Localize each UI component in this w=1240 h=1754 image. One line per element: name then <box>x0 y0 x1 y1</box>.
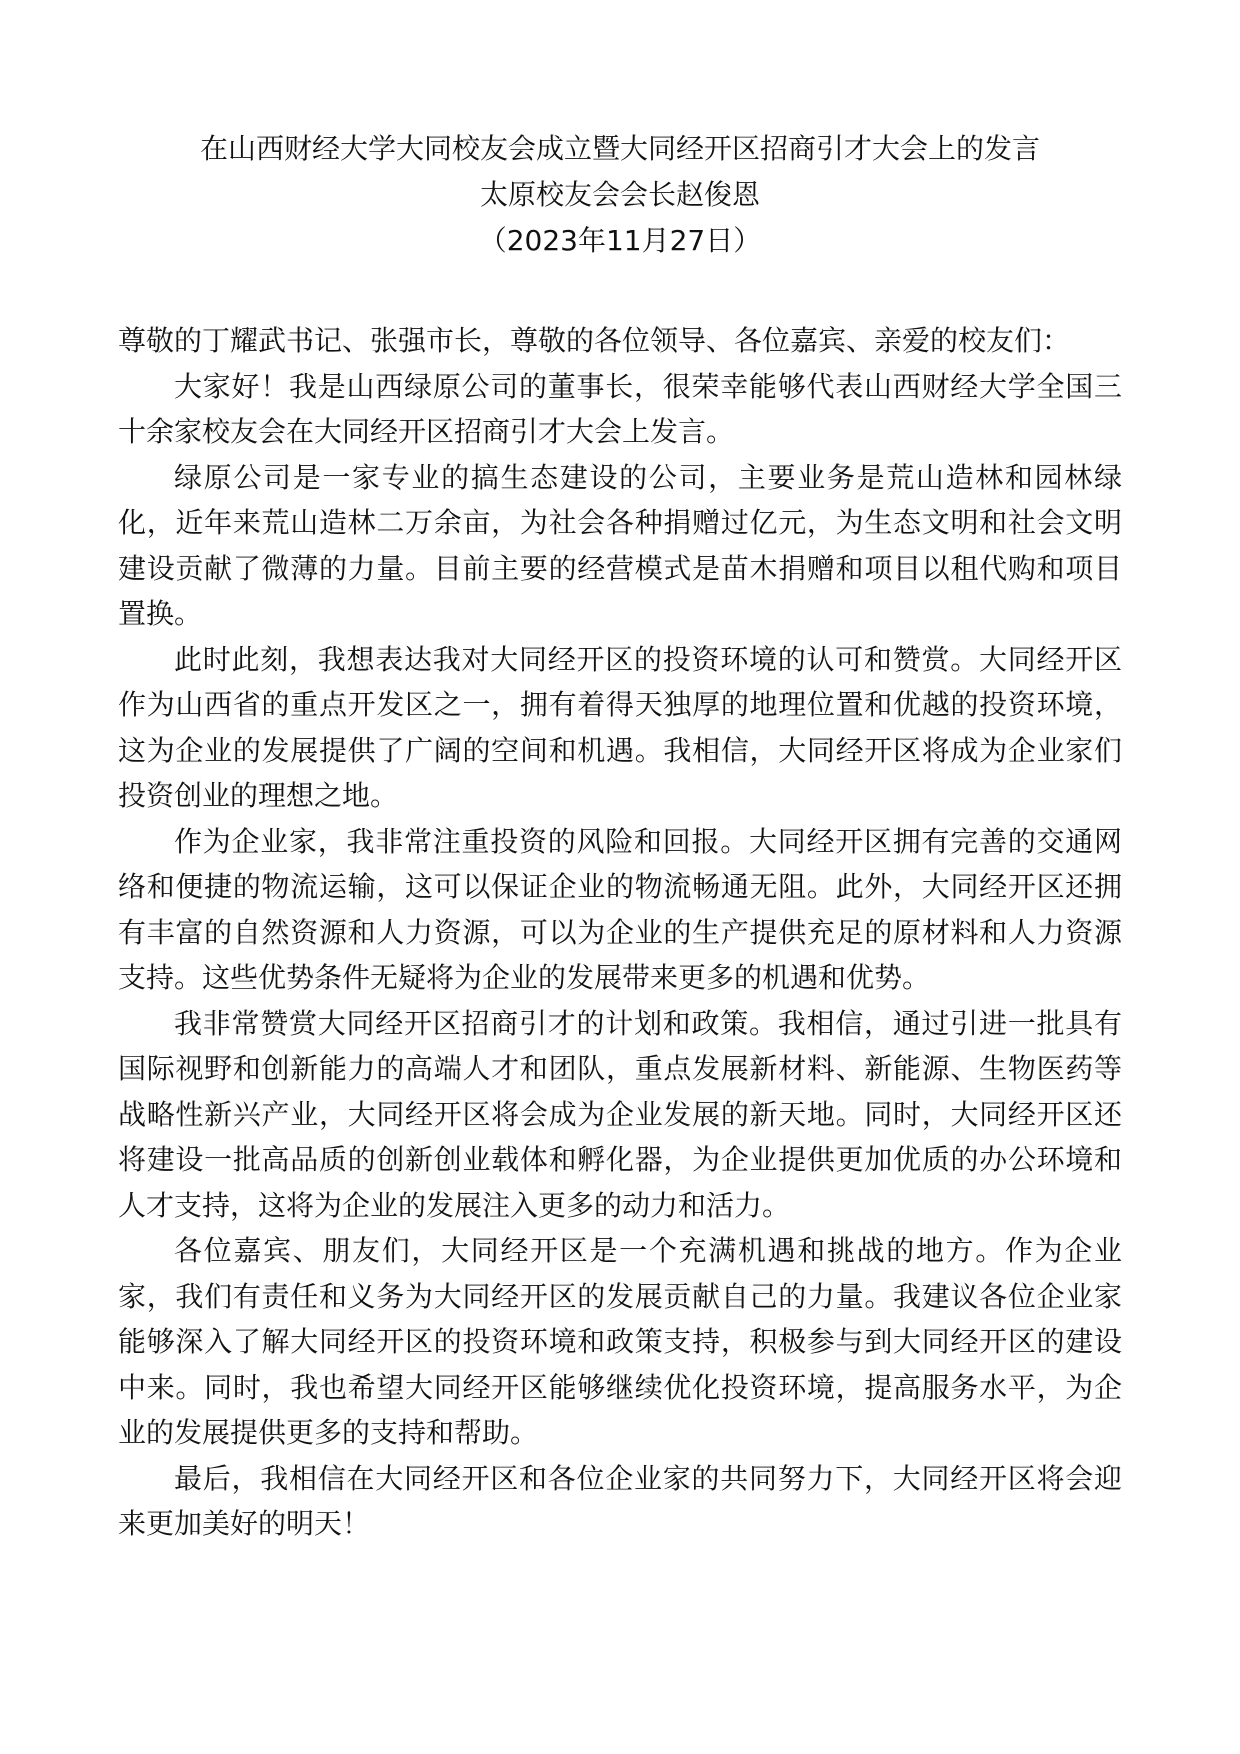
salutation: 尊敬的丁耀武书记、张强市长，尊敬的各位领导、各位嘉宾、亲爱的校友们： <box>118 324 1071 357</box>
paragraph-investment-environment: 此时此刻，我想表达我对大同经开区的投资环境的认可和赞赏。大同经开区作为山西省的重点开发区之一，拥有着得天独厚的地理位置和优越的投资环境，这为企业的发展提供了广阔的空间和机遇。我相信，大同经开区将成为企业家们投资创业的理想之地。 <box>118 642 1122 812</box>
document-header <box>0 126 1240 264</box>
paragraph-company-intro: 绿原公司是一家专业的搞生态建设的公司，主要业务是荒山造林和园林绿化，近年来荒山造林二万余亩，为社会各种捐赠过亿元，为生态文明和社会文明建设贡献了微薄的力量。目前主要的经营模式是苗木捐赠和项目以租代购和项目置换。 <box>118 460 1122 630</box>
paragraph-closing: 最后，我相信在大同经开区和各位企业家的共同努力下，大同经开区将会迎来更加美好的明天！ <box>118 1461 1122 1540</box>
speech-body <box>118 318 1122 1547</box>
paragraph-risk-return: 作为企业家，我非常注重投资的风险和回报。大同经开区拥有完善的交通网络和便捷的物流运输，这可以保证企业的物流畅通无阻。此外，大同经开区还拥有丰富的自然资源和人力资源，可以为企业的生产提供充足的原材料和人力资源支持。这些优势条件无疑将为企业的发展带来更多的机遇和优势。 <box>118 824 1122 994</box>
paragraph-talent-policy: 我非常赞赏大同经开区招商引才的计划和政策。我相信，通过引进一批具有国际视野和创新能力的高端人才和团队，重点发展新材料、新能源、生物医药等战略性新兴产业，大同经开区将会成为企业发展的新天地。同时，大同经开区还将建设一批高品质的创新创业载体和孵化器，为企业提供更加优质的办公环境和人才支持，这将为企业的发展注入更多的动力和活力。 <box>118 1006 1122 1222</box>
paragraph-call-to-action: 各位嘉宾、朋友们，大同经开区是一个充满机遇和挑战的地方。作为企业家，我们有责任和义务为大同经开区的发展贡献自己的力量。我建议各位企业家能够深入了解大同经开区的投资环境和政策支持，积极参与到大同经开区的建设中来。同时，我也希望大同经开区能够继续优化投资环境，提高服务水平，为企业的发展提供更多的支持和帮助。 <box>118 1234 1122 1449</box>
speaker-line: 太原校友会会长赵俊恩 <box>479 178 760 211</box>
speech-date: （2023年11月27日） <box>478 224 762 257</box>
speech-title: 在山西财经大学大同校友会成立暨大同经开区招商引才大会上的发言 <box>199 132 1040 165</box>
paragraph-greeting: 大家好！我是山西绿原公司的董事长，很荣幸能够代表山西财经大学全国三十余家校友会在大同经开区招商引才大会上发言。 <box>118 369 1122 448</box>
